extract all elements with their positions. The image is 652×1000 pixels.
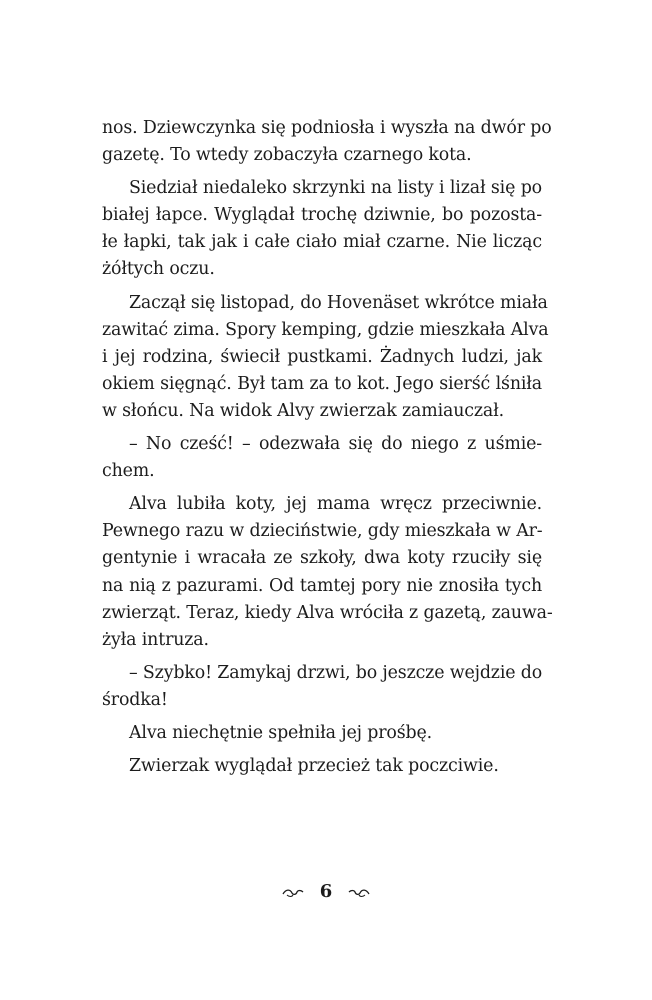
text-line: Alva niechętnie spełniła jej prośbę. [129,722,432,743]
text-line: gazetę. To wtedy zobaczyła czarnego kota. [102,145,472,166]
text-line: zawitać zima. Spory kemping, gdzie mieszkała Alva [102,319,549,340]
text-line: zwierząt. Teraz, kiedy Alva wróciła z gazetą, zauwa- [102,602,553,623]
text-line: Zaczął się listopad, do Hovenäset wkrótce miała [129,292,548,313]
text-line: na nią z pazurami. Od tamtej pory nie znosiła tych [102,575,542,596]
text-line: środka! [102,689,168,710]
text-line: okiem sięgnąć. Był tam za to kot. Jego sierść lśniła [102,373,542,394]
text-line: chem. [102,461,155,482]
text-line: Siedział niedaleko skrzynki na listy i lizał się po [129,178,542,199]
text-line: łe łapki, tak jak i całe ciało miał czarne. Nie licząc [102,232,542,253]
text-line: Alva lubiła koty, jej mama wręcz przeciwnie. [129,494,542,515]
page-footer [0,877,652,907]
text-line: w słońcu. Na widok Alvy zwierzak zamiauczał. [102,400,504,421]
text-line: żyła intruza. [102,629,209,650]
text-line: i jej rodzina, świecił pustkami. Żadnych ludzi, jak [102,346,542,367]
text-line: nos. Dziewczynka się podniosła i wyszła na dwór po [102,118,552,138]
page-number: 6 [319,881,333,902]
text-line: białej łapce. Wyglądał trochę dziwnie, bo pozosta- [102,205,542,226]
text-line: Pewnego razu w dzieciństwie, gdy mieszkała w Ar- [102,521,543,542]
text-line: – No cześć! – odezwała się do niego z uśmie- [129,434,542,455]
text-line: gentynie i wracała ze szkoły, dwa koty rzuciły się [102,548,542,569]
flourish-left-icon [281,885,307,899]
flourish-right-icon [345,885,371,899]
text-line: – Szybko! Zamykaj drzwi, bo jeszcze wejdzie do [129,662,543,683]
text-line: żółtych oczu. [102,259,215,280]
body-text [102,115,553,780]
text-line: Zwierzak wyglądał przecież tak poczciwie. [129,756,499,777]
